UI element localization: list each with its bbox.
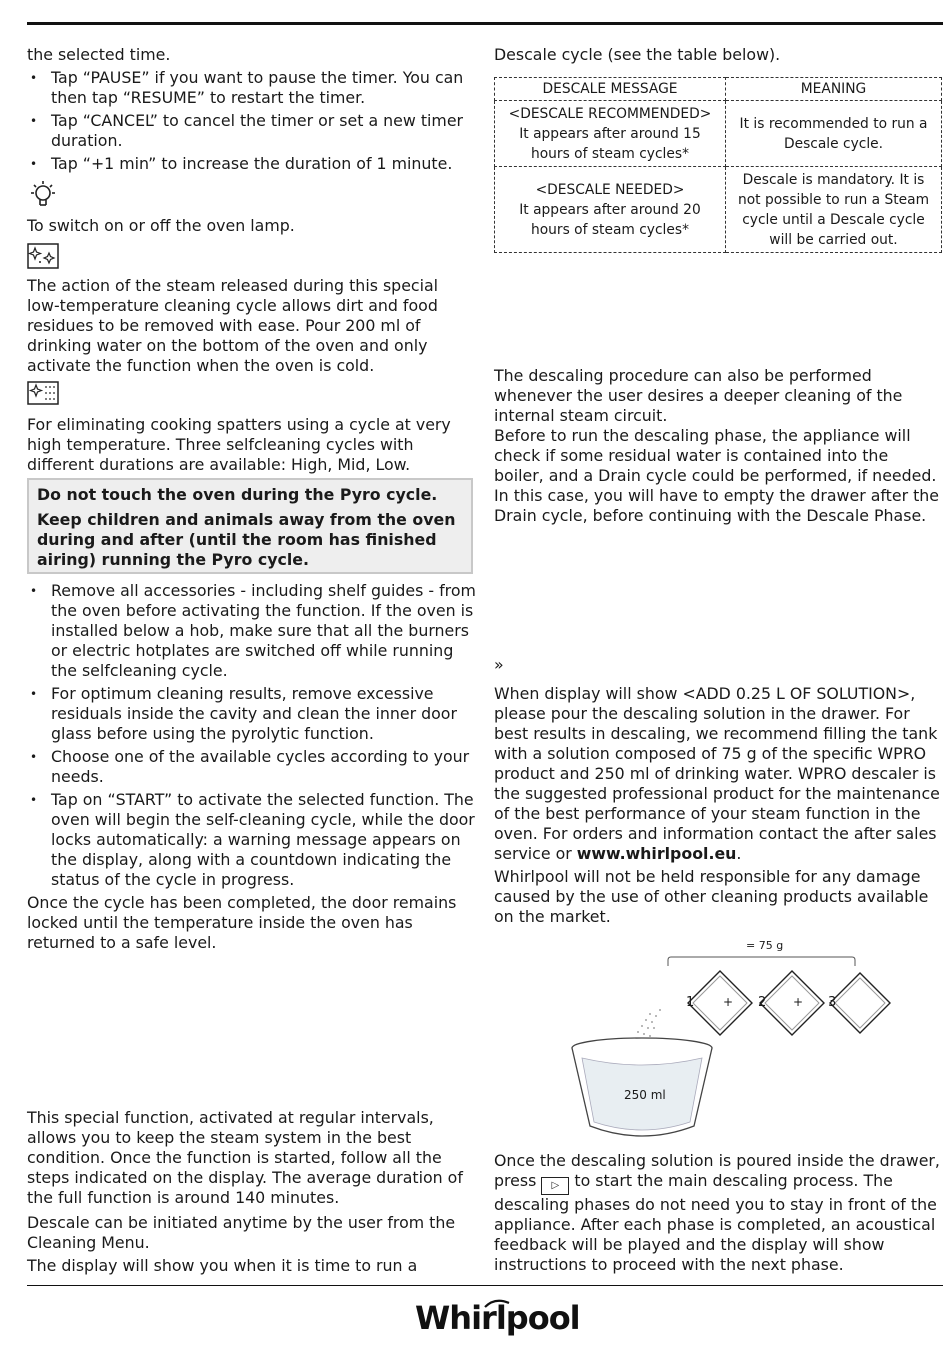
liability-text: Whirlpool will not be held responsible for any damage caused by the use of other cleaning products available on the market. (494, 867, 929, 926)
brand-text: Whirlpool (415, 1299, 580, 1337)
steam-clean-text: The action of the steam released during this special low-temperature cleaning cycle allows dirt and food residues to be removed with ease. Pour 200 ml of drinking water on the bottom of the oven and only activate the function when the oven is cold. (27, 276, 439, 375)
final-text-b: to start the main descaling process. The descaling phases do not need you to stay in front of the appliance. After each phase is completed, an acoustical feedback will be played and the display will show instructions to proceed with the next phase. (494, 1171, 937, 1274)
pyro-warning-box (27, 478, 473, 574)
warning-line-1: Do not touch the oven during the Pyro cycle. (37, 485, 438, 504)
final-text-a: Once the descaling solution is poured inside the drawer, press (494, 1151, 940, 1190)
descale-display-text: The display will show you when it is time to run a (27, 1256, 418, 1275)
list-item: • Choose one of the available cycles according to your needs. (27, 747, 477, 787)
table-row (495, 167, 942, 253)
table-intro-text: Descale cycle (see the table below). (494, 45, 781, 64)
descale-intro-text: This special function, activated at regular intervals, allows you to keep the steam system in the best condition. Once the function is started, follow all the steps indicated on the display. The average duration of the full function is around 140 minutes. (27, 1108, 463, 1207)
sachet-2-label: 2 (758, 995, 767, 1010)
table-header-row (495, 78, 942, 101)
descale-table (494, 77, 942, 253)
solution-body: When display will show <ADD 0.25 L OF SOLUTION>, please pour the descaling solution in the drawer. For best results in descaling, we recommend filling the tank with a solution composed of 75 g of the specific WPRO product and 250 ml of drinking water. WPRO descaler is the suggested professional product for the maintenance of the best performance of your steam function in the oven. For orders and information contact the after sales service or (494, 684, 940, 863)
table-row (495, 101, 942, 167)
pyro-text: For eliminating cooking spatters using a cycle at very high temperature. Three selfcleaning cycles with different durations are available: High, Mid, Low. (27, 415, 451, 474)
pyro-icon (27, 381, 59, 405)
header-message: DESCALE MESSAGE (495, 78, 726, 101)
bottom-rule (27, 1285, 943, 1286)
play-icon: ▷ (541, 1177, 569, 1195)
lamp-icon (27, 180, 61, 210)
timer-bullet-list (27, 68, 477, 177)
plus-sign-2: + (793, 995, 804, 1009)
row2-message-code: <DESCALE NEEDED> (535, 181, 685, 198)
descale-solution-illustration (560, 940, 870, 1145)
row1-message (495, 101, 726, 167)
pyro-end-text: Once the cycle has been completed, the door remains locked until the temperature inside the oven has returned to a safe level. (27, 893, 457, 952)
deeper-clean-text: The descaling procedure can also be performed whenever the user desires a deeper cleaning of the internal steam circuit. (494, 366, 903, 425)
website-link[interactable]: www.whirlpool.eu (576, 844, 737, 863)
list-item: • Tap “+1 min” to increase the duration of 1 minute. (27, 154, 477, 174)
row1-message-code: <DESCALE RECOMMENDED> (508, 105, 712, 122)
list-item: • For optimum cleaning results, remove excessive residuals inside the cavity and clean the inner door glass before using the pyrolytic function. (27, 684, 477, 744)
list-item: • Remove all accessories - including shelf guides - from the oven before activating the function. If the oven is installed below a hob, make sure that all the burners or electric hotplates are switched off while running the selfcleaning cycle. (27, 581, 477, 681)
row2-meaning: Descale is mandatory. It is not possible to run a Steam cycle until a Descale cycle will be carried out. (726, 167, 942, 253)
top-rule (27, 22, 943, 25)
row1-message-note: It appears after around 15 hours of steam cycles* (519, 125, 701, 162)
lamp-text: To switch on or off the oven lamp. (27, 216, 295, 235)
volume-label: 250 ml (624, 1088, 666, 1102)
steam-clean-icon (27, 243, 59, 269)
step-marker: » (494, 655, 504, 674)
solution-period: . (736, 844, 742, 863)
intro-text: the selected time. (27, 45, 171, 64)
warning-line-2: Keep children and animals away from the oven during and after (until the room has finished airing) running the Pyro cycle. (37, 510, 456, 569)
final-instruction-text (494, 1151, 944, 1275)
weight-label: = 75 g (746, 939, 784, 952)
pyro-bullet-list (27, 581, 477, 893)
row2-message-note: It appears after around 20 hours of steam cycles* (519, 201, 701, 238)
row2-message (495, 167, 726, 253)
descale-menu-text: Descale can be initiated anytime by the user from the Cleaning Menu. (27, 1213, 456, 1252)
list-item: • Tap “CANCEL” to cancel the timer or set a new timer duration. (27, 111, 477, 151)
drain-check-text: Before to run the descaling phase, the appliance will check if some residual water is contained into the boiler, and a Drain cycle could be performed, if needed. In this case, you will have to empty the drawer after the Drain cycle, before continuing with the Descale Phase. (494, 426, 940, 525)
list-item: • Tap on “START” to activate the selected function. The oven will begin the self-cleaning cycle, while the door locks automatically: a warning message appears on the display, along with a countdown indicating the status of the cycle in progress. (27, 790, 477, 890)
plus-sign-1: + (723, 995, 734, 1009)
list-item: • Tap “PAUSE” if you want to pause the timer. You can then tap “RESUME” to restart the timer. (27, 68, 477, 108)
row1-meaning: It is recommended to run a Descale cycle. (726, 101, 942, 167)
sachet-1-label: 1 (686, 995, 695, 1010)
solution-text (494, 684, 944, 864)
sachet-3-label: 3 (828, 995, 837, 1010)
whirlpool-logo (415, 1297, 580, 1341)
header-meaning: MEANING (726, 78, 942, 101)
